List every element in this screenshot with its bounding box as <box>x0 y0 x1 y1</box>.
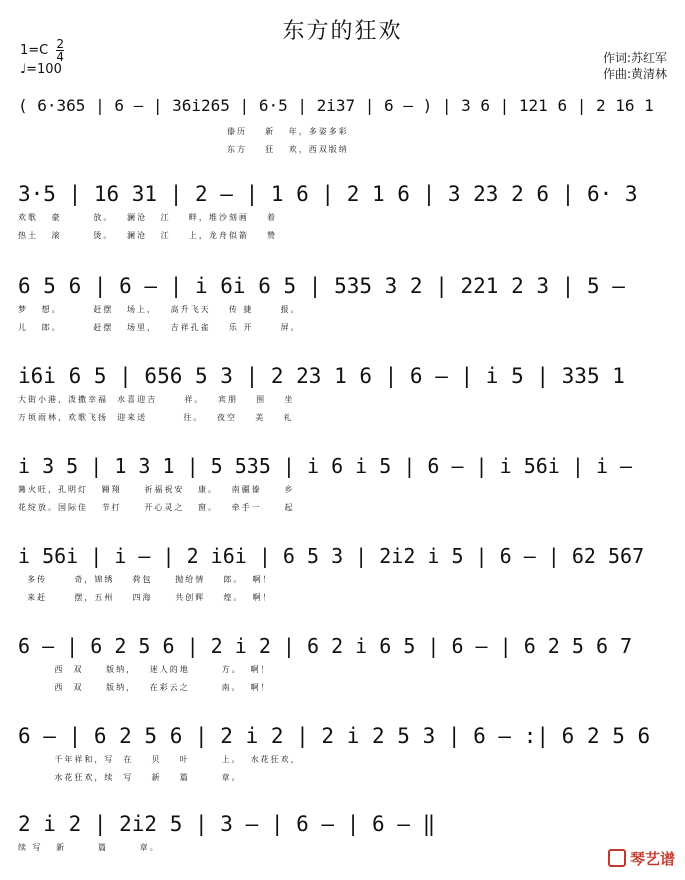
notes-line <box>18 360 668 388</box>
notes-text: 3·5 | 16 31 | 2 – | 1 6 | 2 1 6 | 3 23 2 6 | 6· 3 <box>18 182 638 206</box>
notes-line <box>18 720 668 748</box>
notes-line <box>18 540 668 568</box>
notes-line <box>18 178 668 206</box>
lyric-verse-1: 西 双 版纳， 迷人的地 方。 啊！ <box>18 665 271 674</box>
notes-line <box>18 450 668 478</box>
time-top: 2 <box>56 37 65 51</box>
lyric-verse-1: 篝火旺，孔明灯 翱翔 祈福祝安 康。 南疆傣 乡 <box>18 485 295 494</box>
key-signature <box>20 38 64 63</box>
lyric-verse-2: 东方 狂 欢，西双版纳 <box>18 145 349 154</box>
logo-icon <box>608 849 626 867</box>
notes-line <box>18 270 668 298</box>
notes-line <box>18 92 668 120</box>
notes-text: 6 – | 6 2 5 6 | 2 i 2 | 6 2 i 6 5 | 6 – | 6 2 5 6 7 <box>18 634 633 658</box>
score-row <box>18 450 668 522</box>
lyric-verse-1: 大街小港，泼撒幸福 水喜迎吉 祥。 宾朋 围 坐 <box>18 395 295 404</box>
time-bottom: 4 <box>56 50 65 64</box>
time-signature <box>56 38 64 63</box>
watermark <box>608 848 675 869</box>
notes-text: 6 5 6 | 6 – | i 6i 6 5 | 535 3 2 | 221 2 3 | 5 – <box>18 274 625 298</box>
score-row <box>18 360 668 432</box>
notes-text: i 56i | i – | 2 i6i | 6 5 3 | 2i2 i 5 | 6 – | 62 567 <box>18 544 645 568</box>
score-row <box>18 808 668 880</box>
watermark-text: 琴艺谱 <box>629 850 675 868</box>
score-row <box>18 720 668 792</box>
composer: 作曲:黄清林 <box>602 67 667 81</box>
lyric-verse-2 <box>18 860 668 876</box>
lyric-verse-2: 热土 滚 烫。 澜沧 江 上，龙舟似箭 赞 <box>18 231 278 240</box>
lyric-verse-1: 多传 奇，锦绣 荷包 抛给情 郎。 啊！ <box>18 575 273 584</box>
lyric-verse-2: 万顷雨林，欢歌飞扬 迎来送 往。 夜空 美 礼 <box>18 413 294 422</box>
song-title: 东方的狂欢 <box>282 19 403 44</box>
lyric-verse-1: 傣历 新 年，多姿多彩 <box>18 127 349 136</box>
notes-text: ( 6·365 | 6 – | 36i265 | 6·5 | 2i37 | 6 – ) | 3 6 | 121 6 | 2 16 1 <box>18 96 654 115</box>
score-row <box>18 92 668 164</box>
notes-text: 6 – | 6 2 5 6 | 2 i 2 | 2 i 2 5 3 | 6 – :| 6 2 5 6 <box>18 724 651 748</box>
score-row <box>18 270 668 342</box>
lyric-verse-1: 续 写 新 篇 章。 <box>18 843 160 852</box>
lyricist: 作词:苏红军 <box>602 51 667 65</box>
lyric-verse-1: 千年祥和，写 在 贝 叶 上。 水花狂欢， <box>18 755 301 764</box>
lyric-verse-1: 梦 想。 赶摆 场上， 高升飞天 传 捷 报。 <box>18 305 301 314</box>
key-label: 1=C <box>20 43 49 58</box>
score-row <box>18 630 668 702</box>
notes-text: i 3 5 | 1 3 1 | 5 535 | i 6 i 5 | 6 – | i 56i | i – <box>18 454 633 478</box>
notes-line <box>18 808 668 836</box>
tempo-marking: ♩=100 <box>20 62 62 77</box>
notes-line <box>18 630 668 658</box>
notes-text: 2 i 2 | 2i2 5 | 3 – | 6 – | 6 – ‖ <box>18 812 436 836</box>
lyric-verse-2: 花绽放。国际佳 节打 开心灵之 窗。 牵手一 起 <box>18 503 295 512</box>
score-row <box>18 178 668 250</box>
lyric-verse-2: 水花狂欢，续 写 新 篇 章。 <box>18 773 242 782</box>
score-row <box>18 540 668 612</box>
lyric-verse-2: 来赶 摆，五州 四海 共创辉 煌。 啊！ <box>18 593 273 602</box>
lyric-verse-2: 儿 郎。 赶摆 场里， 吉祥孔雀 乐 开 屏。 <box>18 323 301 332</box>
lyric-verse-2: 西 双 版纳， 在彩云之 南。 啊！ <box>18 683 271 692</box>
notes-text: i6i 6 5 | 656 5 3 | 2 23 1 6 | 6 – | i 5 | 335 1 <box>18 364 625 388</box>
credits <box>603 50 667 82</box>
lyric-verse-1: 欢歌 豪 放。 澜沧 江 畔，堆沙刻画 着 <box>18 213 278 222</box>
